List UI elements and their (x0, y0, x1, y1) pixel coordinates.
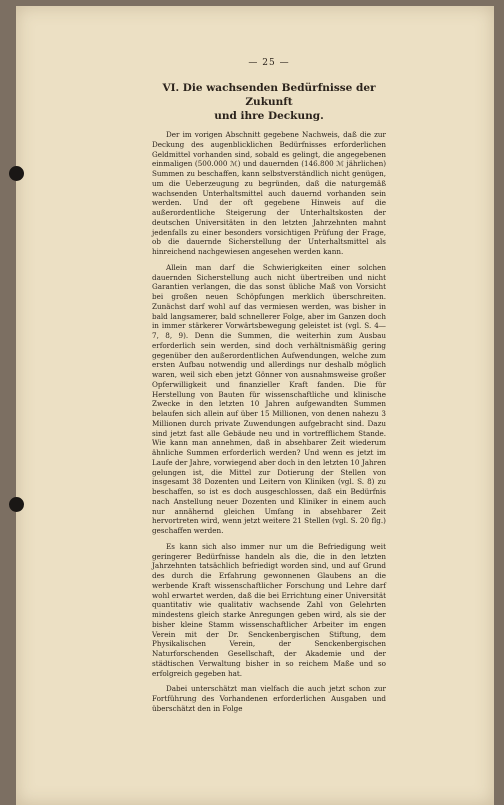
heading-line: VI. Die wachsenden Bedürfnisse der Zukunft (162, 82, 376, 108)
paragraph: Allein man darf die Schwierigkeiten einer solchen dauernden Sicherstellung auch nicht übertreiben und nicht Garantien verlangen, die das sonst übliche Maß von Vorsicht bei großen neuen Schöpfungen merklich überschreiten. Zunächst darf wohl auf das vermiesen werden, was bisher in bald langsamerer, bald schnellerer Folge, aber im Ganzen doch in immer stärkerer Vorwärtsbewegung geleistet ist (vgl. S. 4—7, 8, 9). Denn die Summen, die weiterhin zum Ausbau erforderlich sein werden, sind doch verhältnismäßig gering gegenüber den außerordentlichen Aufwendungen, welche zum ersten Aufbau notwendig und allerdings nur deshalb möglich waren, weil sich eben jetzt Gönner von ausnahmsweise großer Opferwilligkeit und finanzieller Kraft fanden. Die für Herstellung von Bauten für wissenschaftliche und klinische Zwecke in den letzten 10 Jahren aufgewandten Summen belaufen sich allein auf über 15 Millionen, von denen nahezu 3 Millionen durch private Zuwendungen aufgebracht sind. Dazu sind jetzt fast alle Gebäude neu und in vortrefflichem Stande. Wie kann man annehmen, daß in absehbarer Zeit wiederum ähnliche Summen erforderlich werden? Und wenn es jetzt im Laufe der Jahre, vorwiegend aber doch in den letzten 10 Jahren gelungen ist, die Mittel zur Dotierung der Stellen von insgesamt 38 Dozenten und Leitern von Kliniken (vgl. S. 8) zu beschaffen, so ist es doch ausgeschlossen, daß ein Bedürfnis nach Anstellung neuer Dozenten und Kliniker in einem auch nur annähernd gleichen Umfang in absehbarer Zeit hervortreten wird, wenn jetzt weitere 21 Stellen (vgl. S. 20 flg.) geschaffen werden. (152, 262, 386, 535)
paragraph: Der im vorigen Abschnitt gegebene Nachweis, daß die zur Deckung des augenblicklichen Bedürfnisses erforderlichen Geldmittel vorhanden sind, sobald es gelingt, die angegebenen einmaligen (500.000 ℳ) und dauernden (146.800 ℳ jährlichen) Summen zu beschaffen, kann selbstverständlich nicht genügen, um die Ueberzeugung zu begründen, daß die naturgemäß wachsenden Unterhaltsmittel auch dauernd vorhanden sein werden. Und der oft gegebene Hinweis auf die außerordentliche Steigerung der Unterhaltskosten der deutschen Universitäten in den letzten Jahrzehnten mahnt jedenfalls zu einer besonders vorsichtigen Prüfung der Frage, ob die dauernde Sicherstellung der Unterhaltsmittel als hinreichend nachgewiesen angesehen werden kann. (152, 130, 386, 256)
section-heading (152, 81, 386, 123)
page-number: — 25 — (248, 58, 290, 68)
text-block (152, 58, 386, 720)
heading-line: und ihre Deckung. (214, 110, 324, 122)
binding-hole (9, 166, 24, 181)
binding-hole (9, 497, 24, 512)
document-page (16, 6, 494, 805)
paragraph: Dabei unterschätzt man vielfach die auch jetzt schon zur Fortführung des Vorhandenen erforderlichen Ausgaben und überschätzt den in Folge (152, 684, 386, 713)
paragraph: Es kann sich also immer nur um die Befriedigung weit geringerer Bedürfnisse handeln als die, die in den letzten Jahrzehnten tatsächlich befriedigt worden sind, und auf Grund des durch die Erfahrung gewonnenen Glaubens an die werbende Kraft wissenschaftlicher Forschung und Lehre darf wohl erwartet werden, daß die bei Errichtung einer Universität quantitativ wie qualitativ wachsende Zahl von Gelehrten mindestens gleich starke Anregungen geben wird, als sie der bisher kleine Stamm wissenschaftlicher Arbeiter im engen Verein mit der Dr. Senckenbergischen Stiftung, dem Physikalischen Verein, der Senckenbergischen Naturforschenden Gesellschaft, der Akademie und der städtischen Verwaltung bisher in so reichem Maße und so erfolgreich gegeben hat. (152, 541, 386, 678)
